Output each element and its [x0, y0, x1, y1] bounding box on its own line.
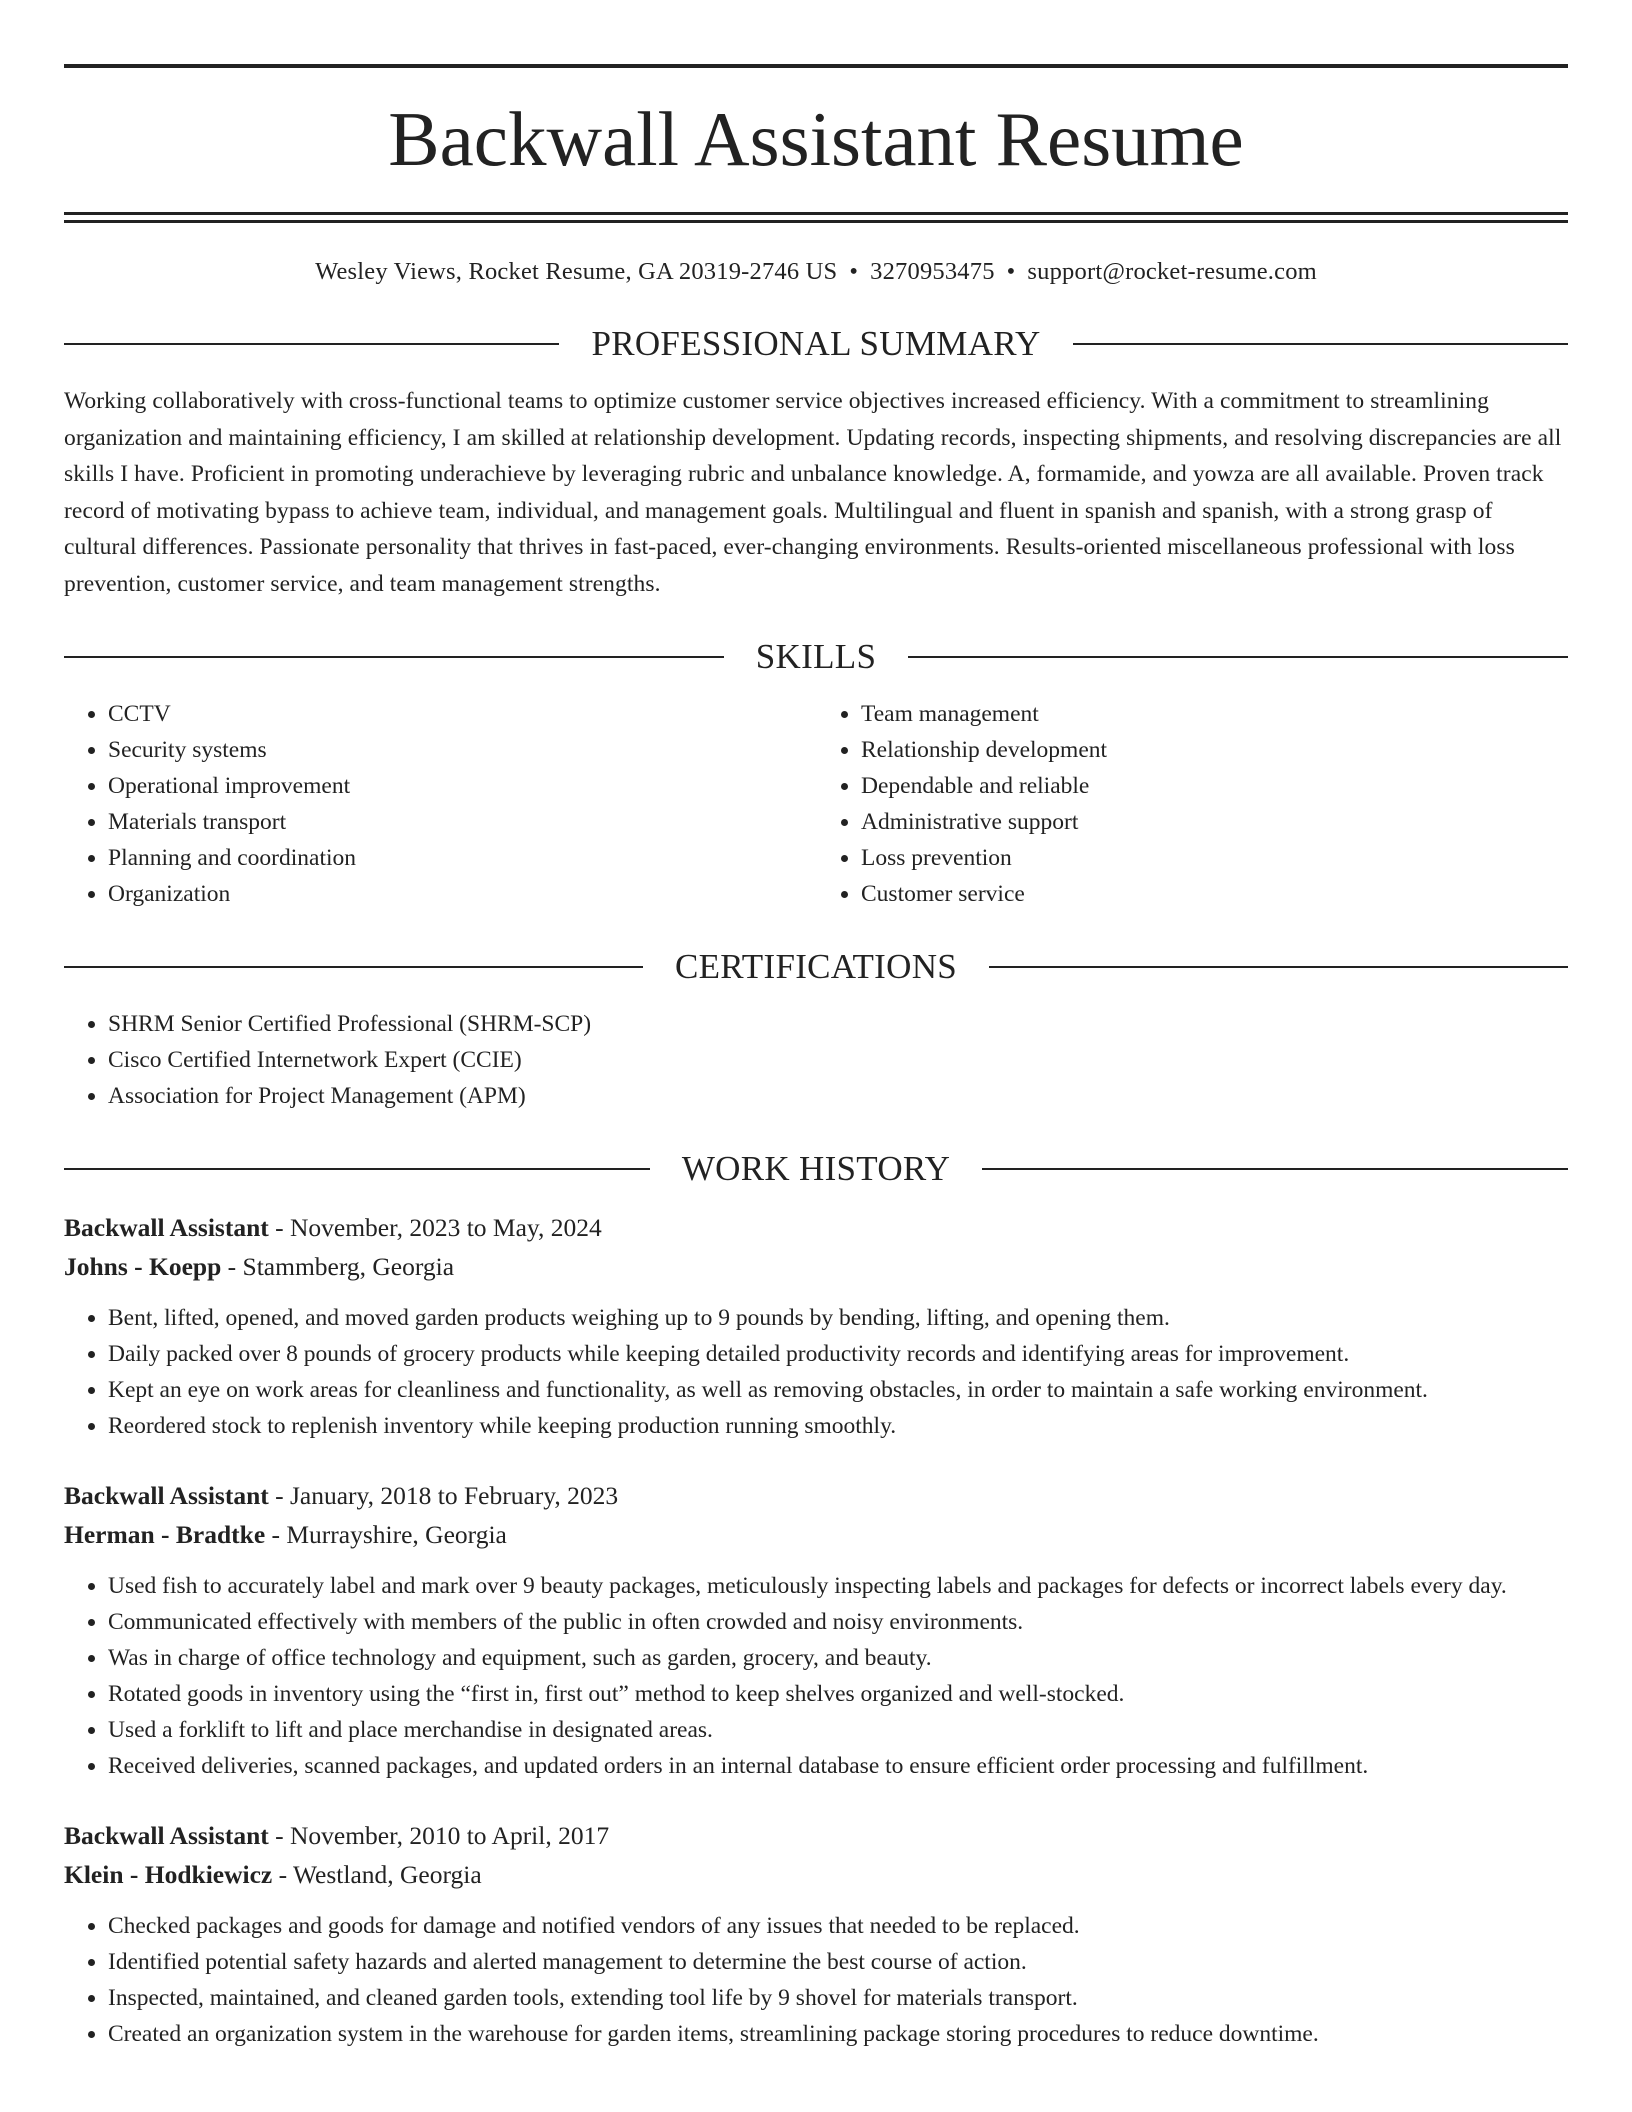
skill-item: • Dependable and reliable	[861, 768, 1568, 804]
job-title: Backwall Assistant	[64, 1213, 269, 1242]
job-bullet: • Rotated goods in inventory using the “first in, first out” method to keep shelves organized and well-stocked.	[108, 1676, 1568, 1712]
job-location: - Westland, Georgia	[272, 1860, 482, 1889]
certification-item: • SHRM Senior Certified Professional (SHRM-SCP)	[108, 1006, 1568, 1042]
job-bullet: • Reordered stock to replenish inventory while keeping production running smoothly.	[108, 1408, 1568, 1444]
skill-item: • Relationship development	[861, 732, 1568, 768]
contact-separator: •	[849, 258, 859, 285]
job-bullet: • Communicated effectively with members of the public in often crowded and noisy environments.	[108, 1604, 1568, 1640]
job-dates: - November, 2023 to May, 2024	[268, 1213, 602, 1242]
contact-email: support@rocket-resume.com	[1027, 258, 1317, 285]
skill-item: • Loss prevention	[861, 840, 1568, 876]
header-bottom-rule	[64, 212, 1568, 223]
job-bullets	[64, 1568, 1568, 1784]
skills-heading	[64, 638, 1568, 676]
header-top-rule	[64, 64, 1568, 68]
skills-list-right	[815, 696, 1568, 912]
job-dates: - January, 2018 to February, 2023	[268, 1481, 619, 1510]
heading-rule-right	[989, 966, 1568, 968]
skill-item: • Administrative support	[861, 804, 1568, 840]
job-location: - Stammberg, Georgia	[221, 1252, 455, 1281]
job-dates: - November, 2010 to April, 2017	[268, 1821, 610, 1850]
heading-rule-right	[1073, 343, 1568, 345]
skill-item: • Planning and coordination	[108, 840, 815, 876]
skills-heading-label: SKILLS	[755, 637, 877, 676]
job-bullets	[64, 1908, 1568, 2052]
skill-item: • Organization	[108, 876, 815, 912]
contact-line	[64, 255, 1568, 289]
job-company-line	[64, 1247, 1568, 1286]
skill-item: • Operational improvement	[108, 768, 815, 804]
job-entry	[64, 1816, 1568, 2052]
job-bullet: • Daily packed over 8 pounds of grocery products while keeping detailed productivity records and identifying areas for improvement.	[108, 1336, 1568, 1372]
job-entry	[64, 1476, 1568, 1784]
resume-title: Backwall Assistant Resume	[388, 96, 1244, 182]
heading-rule-left	[64, 966, 643, 968]
heading-rule-left	[64, 343, 559, 345]
summary-text: Working collaboratively with cross-functional teams to optimize customer service objectives increased efficiency. With a commitment to streamlining organization and maintaining efficiency, I am skilled at relationship development. Updating records, inspecting shipments, and resolving discrepancies are all skills I have. Proficient in promoting underachieve by leveraging rubric and unbalance knowledge. A, formamide, and yowza are all available. Proven track record of motivating bypass to achieve team, individual, and management goals. Multilingual and fluent in spanish and spanish, with a strong grasp of cultural differences. Passionate personality that thrives in fast-paced, ever-changing environments. Results-oriented miscellaneous professional with loss prevention, customer service, and team management strengths.	[64, 388, 1562, 597]
certifications-heading-label: CERTIFICATIONS	[674, 947, 958, 986]
job-bullet: • Was in charge of office technology and equipment, such as garden, grocery, and beauty.	[108, 1640, 1568, 1676]
job-bullet: • Kept an eye on work areas for cleanliness and functionality, as well as removing obstacles, in order to maintain a safe working environment.	[108, 1372, 1568, 1408]
job-company: Klein - Hodkiewicz	[64, 1860, 273, 1889]
job-bullet: • Used a forklift to lift and place merchandise in designated areas.	[108, 1712, 1568, 1748]
job-bullet: • Bent, lifted, opened, and moved garden products weighing up to 9 pounds by bending, lifting, and opening them.	[108, 1300, 1568, 1336]
job-entry	[64, 1208, 1568, 1444]
job-title: Backwall Assistant	[64, 1481, 269, 1510]
job-title-line	[64, 1816, 1568, 1855]
summary-heading-label: PROFESSIONAL SUMMARY	[591, 324, 1041, 363]
heading-rule-right	[908, 656, 1568, 658]
job-company-line	[64, 1515, 1568, 1554]
skill-item: • CCTV	[108, 696, 815, 732]
skill-item: • Team management	[861, 696, 1568, 732]
skill-item: • Customer service	[861, 876, 1568, 912]
skill-item: • Security systems	[108, 732, 815, 768]
job-title: Backwall Assistant	[64, 1821, 269, 1850]
contact-address: Wesley Views, Rocket Resume, GA 20319-2746 US	[315, 258, 838, 285]
summary-heading	[64, 325, 1568, 363]
job-bullet: • Received deliveries, scanned packages, and updated orders in an internal database to ensure efficient order processing and fulfillment.	[108, 1748, 1568, 1784]
job-bullet: • Identified potential safety hazards and alerted management to determine the best course of action.	[108, 1944, 1568, 1980]
contact-separator: •	[1006, 258, 1016, 285]
certification-item: • Cisco Certified Internetwork Expert (CCIE)	[108, 1042, 1568, 1078]
contact-phone: 3270953475	[870, 258, 995, 285]
job-bullet: • Used fish to accurately label and mark over 9 beauty packages, meticulously inspecting labels and packages for defects or incorrect labels every day.	[108, 1568, 1568, 1604]
certifications-heading	[64, 948, 1568, 986]
work-history-heading-label: WORK HISTORY	[681, 1149, 951, 1188]
skills-grid	[64, 696, 1568, 912]
job-company-line	[64, 1855, 1568, 1894]
job-bullet: • Checked packages and goods for damage and notified vendors of any issues that needed to be replaced.	[108, 1908, 1568, 1944]
work-history-heading	[64, 1150, 1568, 1188]
job-bullet: • Inspected, maintained, and cleaned garden tools, extending tool life by 9 shovel for materials transport.	[108, 1980, 1568, 2016]
job-title-line	[64, 1208, 1568, 1247]
job-company: Johns - Koepp	[64, 1252, 222, 1281]
certification-item: • Association for Project Management (APM)	[108, 1078, 1568, 1114]
certifications-list	[64, 1006, 1568, 1114]
job-location: - Murrayshire, Georgia	[265, 1520, 507, 1549]
heading-rule-right	[982, 1168, 1568, 1170]
heading-rule-left	[64, 1168, 650, 1170]
heading-rule-left	[64, 656, 724, 658]
job-company: Herman - Bradtke	[64, 1520, 266, 1549]
job-title-line	[64, 1476, 1568, 1515]
job-bullets	[64, 1300, 1568, 1444]
skill-item: • Materials transport	[108, 804, 815, 840]
job-bullet: • Created an organization system in the warehouse for garden items, streamlining package storing procedures to reduce downtime.	[108, 2016, 1568, 2052]
skills-list-left	[64, 696, 815, 912]
